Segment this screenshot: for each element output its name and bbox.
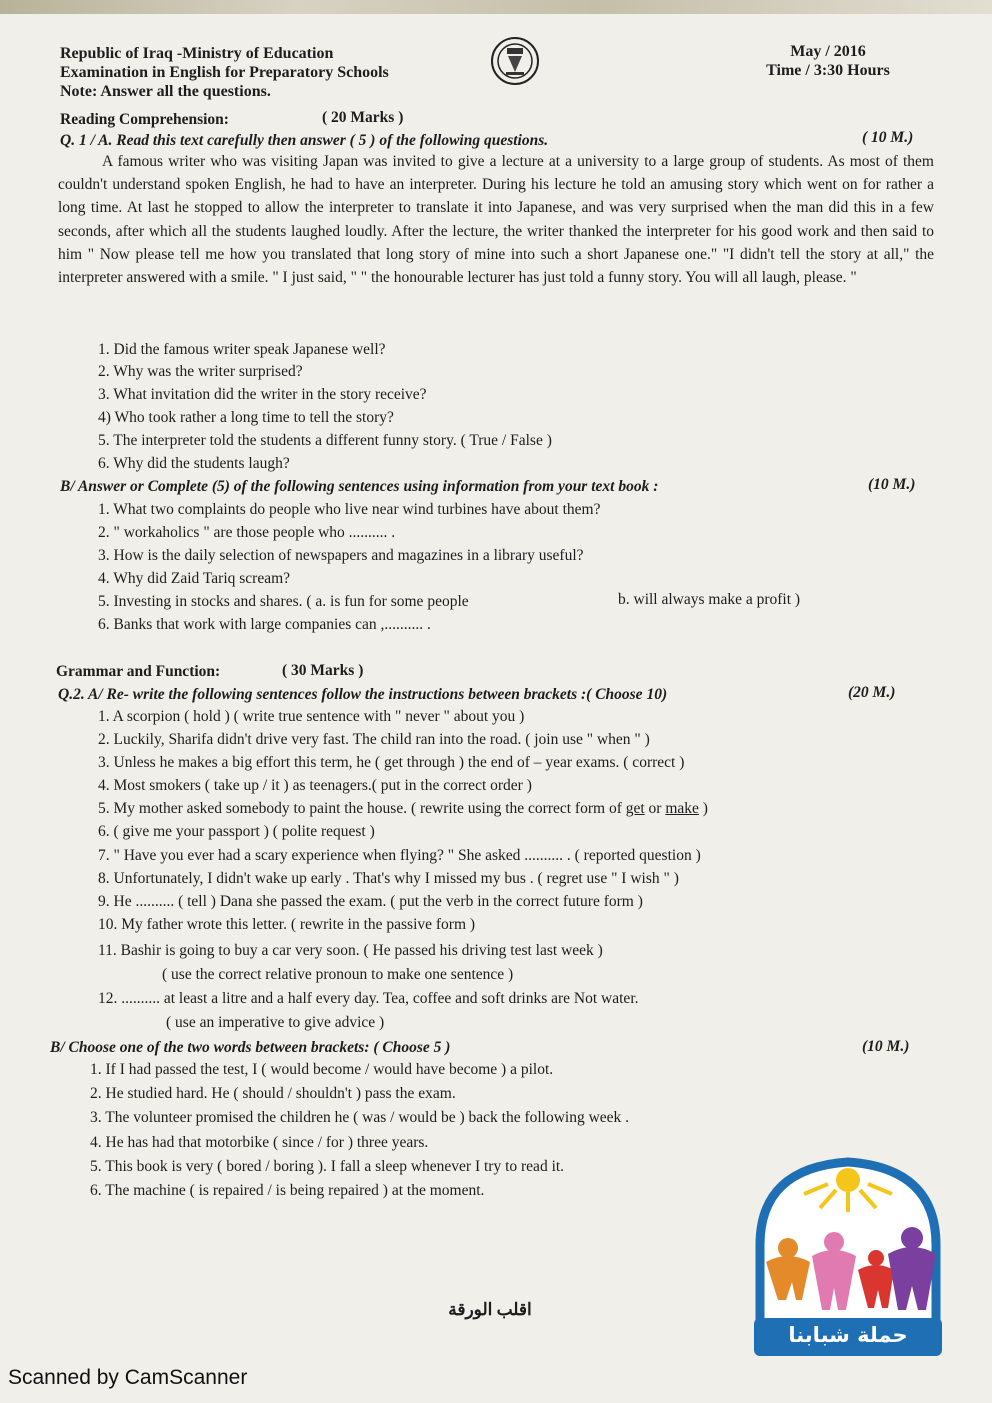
question-item: 6. Banks that work with large companies can ,.......... .: [98, 616, 431, 633]
question-item: 2. " workaholics " are those people who .......... .: [98, 524, 396, 541]
grammar-item: 7. " Have you ever had a scary experience when flying? " She asked .......... . ( reported question ): [98, 847, 701, 864]
grammar-item: 10. My father wrote this letter. ( rewrite in the passive form ): [98, 916, 476, 933]
question-item: 1. What two complaints do people who live near wind turbines have about them?: [98, 501, 601, 518]
exam-time: Time / 3:30 Hours: [766, 62, 890, 79]
grammar-item: 1. A scorpion ( hold ) ( write true sentence with " never " about you ): [98, 708, 525, 725]
passage-text: A famous writer who was visiting Japan was invited to give a lecture at a university to a large group of students. As most of them couldn't understand spoken English, he had to have an interpreter. During his lecture he told an amusing story which went on for rather a long time. At last he stopped to allow the interpreter to translate it into Japanese, and was very surprised when the man did this in a few seconds, after which all the students laughed loudly. After the lecture, the writer thanked the interpreter for his good work and then said to him " Now please tell me how you translated that long story of mine into such a short Japanese one." "I didn't tell the story at all," the interpreter answered with a smile. " I just said, " " the honourable lecturer has just told a funny story. You will all laugh, please. ": [58, 153, 934, 287]
reading-heading: Reading Comprehension:: [60, 111, 229, 128]
q2a-marks: (20 M.): [848, 684, 896, 701]
grammar-item: 4. Most smokers ( take up / it ) as teenagers.( put in the correct order ): [98, 777, 532, 794]
choice-item: 1. If I had passed the test, I ( would become / would have become ) a pilot.: [90, 1061, 554, 1078]
grammar-item: 6. ( give me your passport ) ( polite request ): [98, 823, 375, 840]
reading-passage: [58, 150, 934, 289]
question-item: 6. Why did the students laugh?: [98, 455, 290, 472]
grammar-marks: ( 30 Marks ): [282, 662, 364, 679]
choice-item: 4. He has had that motorbike ( since / for ) three years.: [90, 1134, 429, 1151]
q2b-marks: (10 M.): [862, 1038, 910, 1055]
exam-date: May / 2016: [790, 43, 866, 60]
question-item: 4. Why did Zaid Tariq scream?: [98, 570, 291, 587]
grammar-item: 9. He .......... ( tell ) Dana she passed the exam. ( put the verb in the correct future form ): [98, 893, 643, 910]
word-get: get: [625, 800, 645, 817]
grammar-heading: Grammar and Function:: [56, 663, 221, 680]
q2a-title: Q.2. A/ Re- write the following sentences follow the instructions between brackets :( Choose 10): [58, 686, 668, 703]
grammar-item-instruction: ( use the correct relative pronoun to make one sentence ): [162, 966, 514, 983]
grammar-item: 8. Unfortunately, I didn't wake up early . That's why I missed my bus . ( regret use " I wish " ): [98, 870, 679, 887]
ministry-seal-icon: [490, 36, 540, 86]
choice-item: 3. The volunteer promised the children he ( was / would be ) back the following week .: [90, 1109, 630, 1126]
reading-marks: ( 20 Marks ): [322, 109, 404, 126]
item5-end: ): [702, 800, 708, 817]
question-item: 3. What invitation did the writer in the story receive?: [98, 386, 427, 403]
q1b-marks: (10 M.): [868, 476, 916, 493]
question-item: 5. Investing in stocks and shares. ( a. is fun for some people: [98, 593, 469, 610]
scanner-watermark: Scanned by CamScanner: [8, 1366, 248, 1389]
word-or: or: [648, 800, 662, 817]
question-item: 2. Why was the writer surprised?: [98, 363, 303, 380]
b5-option-b: b. will always make a profit ): [618, 591, 801, 608]
q1b-title: B/ Answer or Complete (5) of the following sentences using information from your text book :: [60, 478, 659, 495]
campaign-logo-icon: [748, 1150, 948, 1390]
question-item: 4) Who took rather a long time to tell the story?: [98, 409, 394, 426]
q1a-title: Q. 1 / A. Read this text carefully then answer ( 5 ) of the following questions.: [60, 132, 549, 149]
grammar-item: 2. Luckily, Sharifa didn't drive very fast. The child ran into the road. ( join use " when " ): [98, 731, 650, 748]
grammar-item: 11. Bashir is going to buy a car very soon. ( He passed his driving test last week ): [98, 942, 603, 959]
header-right: [748, 42, 908, 80]
exam-note: Note: Answer all the questions.: [60, 83, 271, 100]
q1a-marks: ( 10 M.): [862, 129, 914, 146]
ministry-title: Republic of Iraq -Ministry of Education: [60, 45, 334, 62]
q2b-title: B/ Choose one of the two words between brackets: ( Choose 5 ): [50, 1039, 451, 1056]
grammar-item-instruction: ( use an imperative to give advice ): [166, 1014, 385, 1031]
grammar-item: 12. .......... at least a litre and a half every day. Tea, coffee and soft drinks are Not water.: [98, 990, 639, 1007]
grammar-item-5-text: 5. My mother asked somebody to paint the house. ( rewrite using the correct form of: [98, 800, 622, 817]
question-item: 1. Did the famous writer speak Japanese well?: [98, 341, 386, 358]
grammar-item-5: [98, 799, 708, 818]
logo-caption: حملة شبابنا: [788, 1323, 908, 1347]
question-item: 5. The interpreter told the students a different funny story. ( True / False ): [98, 432, 552, 449]
choice-item: 6. The machine ( is repaired / is being repaired ) at the moment.: [90, 1182, 485, 1199]
header-left: [60, 44, 389, 101]
word-make: make: [665, 800, 699, 817]
grammar-item: 3. Unless he makes a big effort this term, he ( get through ) the end of – year exams. ( correct ): [98, 754, 685, 771]
exam-title: Examination in English for Preparatory Schools: [60, 64, 389, 81]
choice-item: 2. He studied hard. He ( should / shouldn't ) pass the exam.: [90, 1085, 456, 1102]
question-item: 3. How is the daily selection of newspapers and magazines in a library useful?: [98, 547, 584, 564]
choice-item: 5. This book is very ( bored / boring ). I fall a sleep whenever I try to read it.: [90, 1158, 565, 1175]
turn-over-note: اقلب الورقة: [448, 1300, 532, 1319]
